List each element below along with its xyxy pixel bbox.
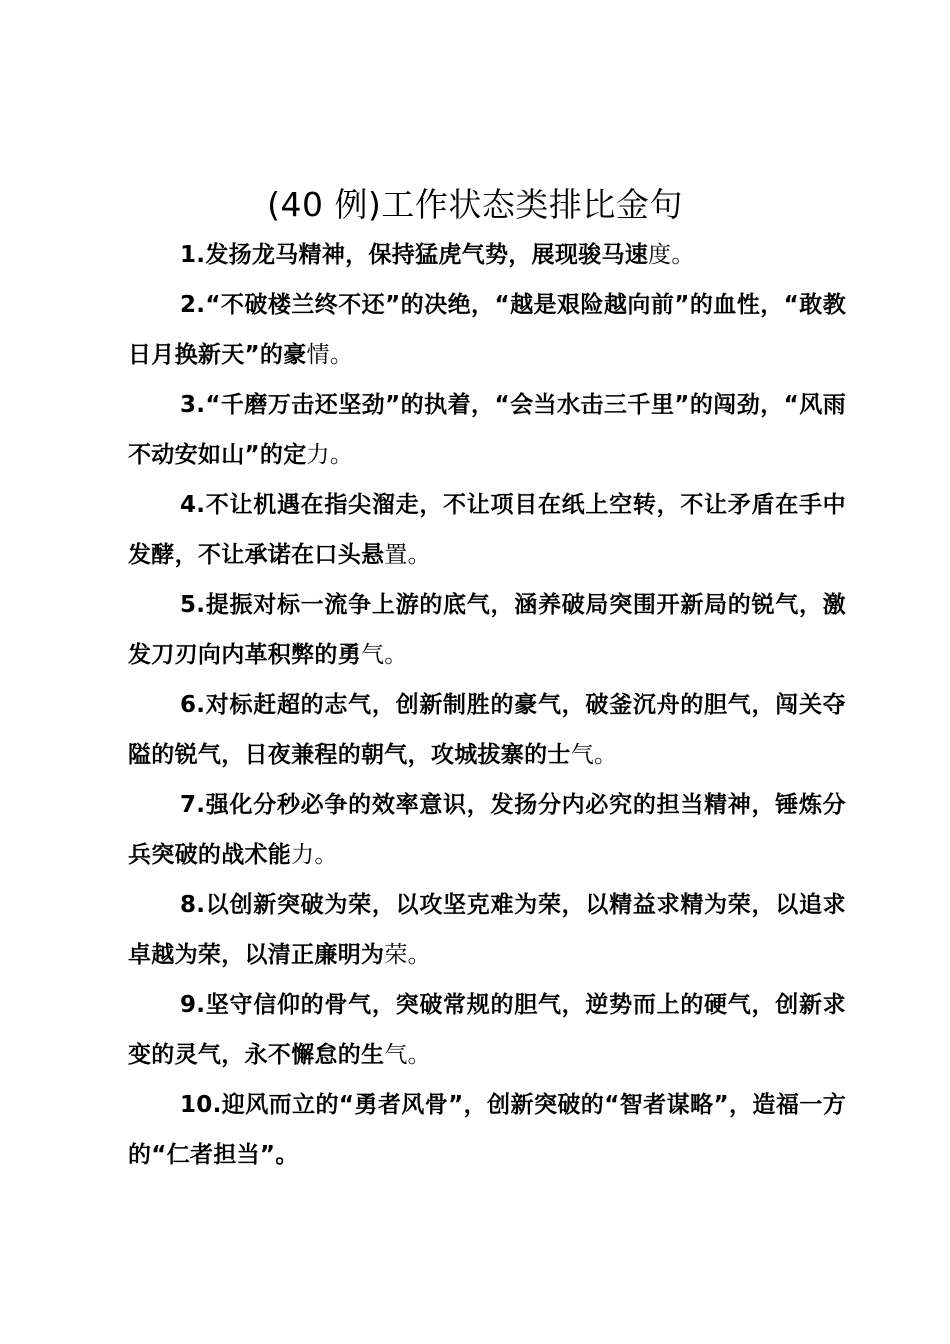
paragraph-text: 1.发扬龙马精神，保持猛虎气势，展现骏马速 <box>180 242 649 268</box>
paragraph-tail: 置。 <box>384 542 431 568</box>
paragraph-5 <box>128 580 846 680</box>
paragraph-tail: 力。 <box>306 442 354 468</box>
paragraph-text: 9.坚守信仰的骨气，突破常规的胆气，逆势而上的硬气，创新求变的灵气，永不懈怠的生 <box>128 992 846 1068</box>
paragraph-tail: 情。 <box>306 342 354 368</box>
paragraph-2 <box>128 280 846 380</box>
paragraph-tail: 气。 <box>570 742 618 768</box>
paragraph-10 <box>128 1080 846 1180</box>
paragraph-text: 7.强化分秒必争的效率意识，发扬分内必究的担当精神，锤炼分兵突破的战术能 <box>128 792 846 868</box>
paragraph-text: 10.迎风而立的“勇者风骨”，创新突破的“智者谋略”，造福一方的“仁者担当”。 <box>128 1092 846 1168</box>
paragraph-text: 2.“不破楼兰终不还”的决绝，“越是艰险越向前”的血性，“敢教日月换新天”的豪 <box>128 292 846 368</box>
document-title: (40 例)工作状态类排比金句 <box>267 185 683 224</box>
paragraph-8 <box>128 880 846 980</box>
paragraph-tail: 度。 <box>648 242 695 268</box>
paragraph-7 <box>128 780 846 880</box>
paragraph-4 <box>128 480 846 580</box>
paragraph-3 <box>128 380 846 480</box>
paragraph-text: 3.“千磨万击还坚劲”的执着，“会当水击三千里”的闯劲，“风雨不动安如山”的定 <box>128 392 846 468</box>
paragraph-tail: 气。 <box>361 642 408 668</box>
paragraph-text: 8.以创新突破为荣，以攻坚克难为荣，以精益求精为荣，以追求卓越为荣，以清正廉明为 <box>128 892 846 968</box>
paragraph-text: 6.对标赶超的志气，创新制胜的豪气，破釜沉舟的胆气，闯关夺隘的锐气，日夜兼程的朝气，攻城拔寨的士 <box>128 692 846 768</box>
document-body <box>128 230 846 1180</box>
paragraph-text: 5.提振对标一流争上游的底气，涵养破局突围开新局的锐气，激发刀刃向内革积弊的勇 <box>128 592 846 668</box>
paragraph-9 <box>128 980 846 1080</box>
paragraph-tail: 气。 <box>384 1042 431 1068</box>
paragraph-tail: 力。 <box>291 842 338 868</box>
paragraph-text: 4.不让机遇在指尖溜走，不让项目在纸上空转，不让矛盾在手中发酵，不让承诺在口头悬 <box>128 492 846 568</box>
paragraph-1 <box>128 230 846 280</box>
paragraph-tail: 荣。 <box>384 942 431 968</box>
paragraph-6 <box>128 680 846 780</box>
